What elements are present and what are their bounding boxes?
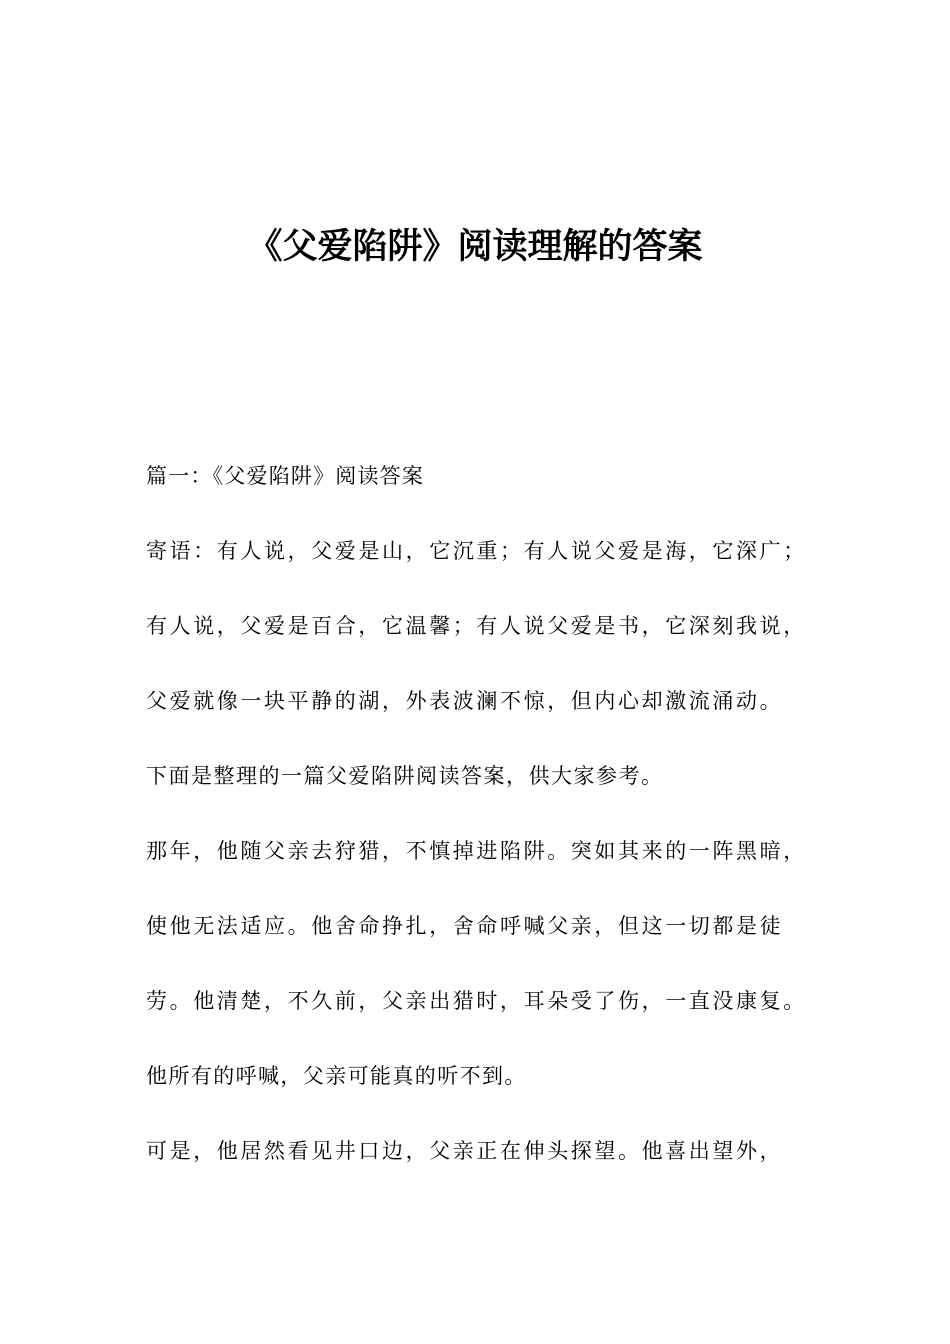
text-line: 有人说，父爱是百合，它温馨；有人说父爱是书，它深刻我说， [146, 614, 807, 638]
text-line: 那年，他随父亲去狩猎，不慎掉进陷阱。突如其来的一阵黑暗， [146, 839, 807, 863]
text-line: 可是，他居然看见井口边，父亲正在伸头探望。他喜出望外， [146, 1139, 784, 1163]
text-line: 父爱就像一块平静的湖，外表波澜不惊，但内心却激流涌动。 [146, 689, 784, 713]
text-line: 他所有的呼喊，父亲可能真的听不到。 [146, 1064, 527, 1088]
text-line: 劳。他清楚，不久前，父亲出猎时，耳朵受了伤，一直没康复。 [146, 989, 807, 1013]
section-heading: 篇一：《父爱陷阱》阅读答案 [146, 464, 425, 488]
document-title: 《父爱陷阱》阅读理解的答案 [247, 227, 703, 267]
text-line: 使他无法适应。他舍命挣扎，舍命呼喊父亲，但这一切都是徒 [146, 914, 784, 938]
text-line: 下面是整理的一篇父爱陷阱阅读答案，供大家参考。 [146, 764, 664, 788]
text-line: 寄语：有人说，父爱是山，它沉重；有人说父爱是海，它深广； [146, 539, 807, 563]
